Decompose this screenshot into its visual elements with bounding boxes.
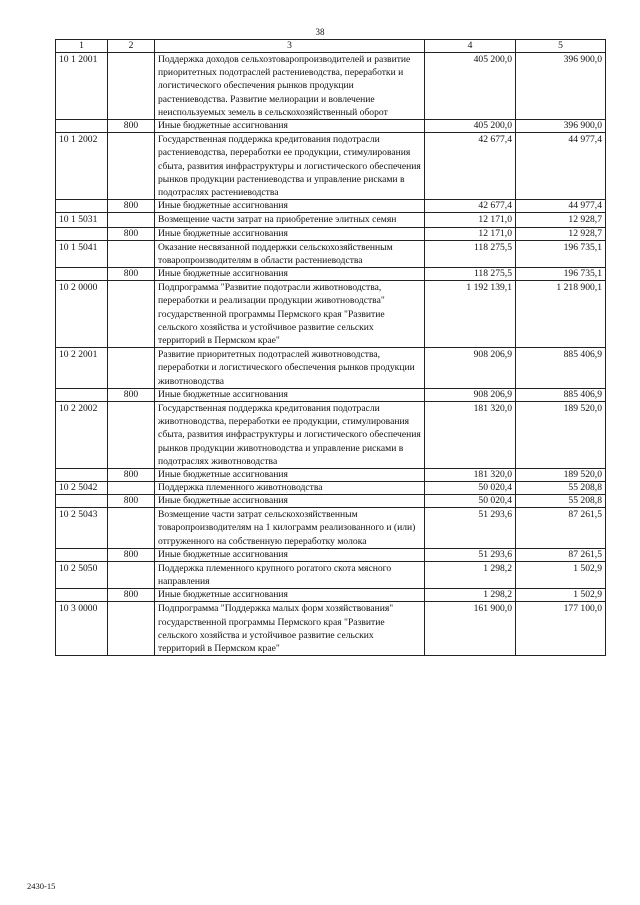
expense-type-cell — [108, 281, 155, 348]
amount-col5-cell: 189 520,0 — [516, 401, 606, 468]
item-name-cell: Оказание несвязанной поддержки сельскохозяйственным товаропроизводителям в области растениеводства — [155, 240, 425, 267]
item-name-cell: Поддержка племенного животноводства — [155, 482, 425, 495]
page-number: 38 — [315, 27, 325, 37]
item-name-cell: Иные бюджетные ассигнования — [155, 388, 425, 401]
amount-col4-cell: 405 200,0 — [425, 120, 516, 133]
target-code-cell — [56, 589, 108, 602]
amount-col5-cell: 196 735,1 — [516, 240, 606, 267]
expense-type-cell: 800 — [108, 388, 155, 401]
column-header: 1 — [56, 40, 108, 53]
item-name-cell: Подпрограмма "Поддержка малых форм хозяйствования" государственной программы Пермского края "Развитие сельского хозяйства и устойчивое развитие сельских территорий в Пермском крае" — [155, 602, 425, 656]
target-code-cell: 10 3 0000 — [56, 602, 108, 656]
target-code-cell: 10 2 5042 — [56, 482, 108, 495]
item-name-cell: Возмещение части затрат на приобретение элитных семян — [155, 213, 425, 227]
target-code-cell — [56, 268, 108, 281]
table-row — [56, 240, 606, 267]
table-row — [56, 120, 606, 133]
item-name-cell: Государственная поддержка кредитования подотрасли животноводства, переработки ее продукции, стимулирования сбыта, развития инфраструктуры и логистического обеспечения рынков продукции животноводства и управление рисками в подотраслях животноводства — [155, 401, 425, 468]
expense-type-cell — [108, 53, 155, 120]
amount-col5-cell: 87 261,5 — [516, 548, 606, 561]
table-row — [56, 213, 606, 227]
document-code: 2430-15 — [27, 881, 56, 891]
amount-col4-cell: 161 900,0 — [425, 602, 516, 656]
target-code-cell: 10 2 5050 — [56, 561, 108, 588]
table-row — [56, 561, 606, 588]
expense-type-cell — [108, 348, 155, 389]
item-name-cell: Поддержка племенного крупного рогатого скота мясного направления — [155, 561, 425, 588]
table-header-row — [56, 40, 606, 53]
budget-table — [55, 39, 606, 656]
target-code-cell: 10 1 5041 — [56, 240, 108, 267]
item-name-cell: Иные бюджетные ассигнования — [155, 589, 425, 602]
expense-type-cell — [108, 401, 155, 468]
amount-col5-cell: 396 900,0 — [516, 53, 606, 120]
amount-col4-cell: 405 200,0 — [425, 53, 516, 120]
expense-type-cell: 800 — [108, 495, 155, 508]
column-header: 3 — [155, 40, 425, 53]
expense-type-cell — [108, 133, 155, 200]
amount-col4-cell: 50 020,4 — [425, 482, 516, 495]
expense-type-cell — [108, 602, 155, 656]
amount-col4-cell: 42 677,4 — [425, 200, 516, 213]
expense-type-cell: 800 — [108, 548, 155, 561]
amount-col4-cell: 50 020,4 — [425, 495, 516, 508]
amount-col5-cell: 55 208,8 — [516, 482, 606, 495]
target-code-cell — [56, 120, 108, 133]
table-row — [56, 401, 606, 468]
target-code-cell: 10 1 2002 — [56, 133, 108, 200]
target-code-cell: 10 1 5031 — [56, 213, 108, 227]
amount-col5-cell: 55 208,8 — [516, 495, 606, 508]
amount-col5-cell: 87 261,5 — [516, 508, 606, 549]
target-code-cell — [56, 495, 108, 508]
table-row — [56, 548, 606, 561]
target-code-cell — [56, 469, 108, 482]
target-code-cell: 10 1 2001 — [56, 53, 108, 120]
expense-type-cell: 800 — [108, 469, 155, 482]
target-code-cell — [56, 548, 108, 561]
amount-col4-cell: 42 677,4 — [425, 133, 516, 200]
amount-col4-cell: 51 293,6 — [425, 548, 516, 561]
table-row — [56, 508, 606, 549]
table-row — [56, 495, 606, 508]
item-name-cell: Иные бюджетные ассигнования — [155, 548, 425, 561]
target-code-cell — [56, 227, 108, 240]
amount-col5-cell: 189 520,0 — [516, 469, 606, 482]
amount-col4-cell: 51 293,6 — [425, 508, 516, 549]
item-name-cell: Иные бюджетные ассигнования — [155, 227, 425, 240]
table-row — [56, 281, 606, 348]
amount-col4-cell: 118 275,5 — [425, 268, 516, 281]
expense-type-cell — [108, 482, 155, 495]
item-name-cell: Иные бюджетные ассигнования — [155, 268, 425, 281]
amount-col5-cell: 1 218 900,1 — [516, 281, 606, 348]
item-name-cell: Иные бюджетные ассигнования — [155, 200, 425, 213]
table-row — [56, 227, 606, 240]
column-header: 4 — [425, 40, 516, 53]
item-name-cell: Возмещение части затрат сельскохозяйственным товаропроизводителям на 1 килограмм реализованного и (или) отгруженного на собственную переработку молока — [155, 508, 425, 549]
amount-col5-cell: 885 406,9 — [516, 388, 606, 401]
amount-col5-cell: 44 977,4 — [516, 133, 606, 200]
table-row — [56, 388, 606, 401]
item-name-cell: Государственная поддержка кредитования подотрасли растениеводства, переработки ее продукции, стимулирования сбыта, развития инфраструктуры и логистического обеспечения рынков продукции растениеводства и управление рисками в подотраслях растениеводства — [155, 133, 425, 200]
amount-col5-cell: 1 502,9 — [516, 561, 606, 588]
amount-col5-cell: 1 502,9 — [516, 589, 606, 602]
item-name-cell: Иные бюджетные ассигнования — [155, 469, 425, 482]
amount-col4-cell: 908 206,9 — [425, 388, 516, 401]
amount-col4-cell: 1 298,2 — [425, 561, 516, 588]
amount-col4-cell: 181 320,0 — [425, 401, 516, 468]
expense-type-cell: 800 — [108, 268, 155, 281]
amount-col5-cell: 12 928,7 — [516, 227, 606, 240]
expense-type-cell: 800 — [108, 120, 155, 133]
amount-col5-cell: 196 735,1 — [516, 268, 606, 281]
table-row — [56, 268, 606, 281]
table-row — [56, 469, 606, 482]
expense-type-cell: 800 — [108, 227, 155, 240]
table-row — [56, 482, 606, 495]
amount-col5-cell: 396 900,0 — [516, 120, 606, 133]
item-name-cell: Поддержка доходов сельхозтоваропроизводителей и развитие приоритетных подотраслей растениеводства, переработки и логистического обеспечения рынков продукции растениеводства. Развитие мелиорации и вовлечение неиспользуемых земель в сельскохозяйственный оборот — [155, 53, 425, 120]
item-name-cell: Развитие приоритетных подотраслей животноводства, переработки и логистического обеспечения рынков продукции животноводства — [155, 348, 425, 389]
amount-col4-cell: 118 275,5 — [425, 240, 516, 267]
amount-col4-cell: 12 171,0 — [425, 227, 516, 240]
target-code-cell: 10 2 0000 — [56, 281, 108, 348]
table-row — [56, 589, 606, 602]
table-row — [56, 133, 606, 200]
target-code-cell: 10 2 5043 — [56, 508, 108, 549]
item-name-cell: Иные бюджетные ассигнования — [155, 120, 425, 133]
column-header: 5 — [516, 40, 606, 53]
amount-col4-cell: 12 171,0 — [425, 213, 516, 227]
amount-col5-cell: 44 977,4 — [516, 200, 606, 213]
amount-col4-cell: 1 192 139,1 — [425, 281, 516, 348]
table-row — [56, 602, 606, 656]
column-header: 2 — [108, 40, 155, 53]
item-name-cell: Иные бюджетные ассигнования — [155, 495, 425, 508]
amount-col4-cell: 908 206,9 — [425, 348, 516, 389]
expense-type-cell — [108, 508, 155, 549]
table-row — [56, 348, 606, 389]
expense-type-cell — [108, 213, 155, 227]
item-name-cell: Подпрограмма "Развитие подотрасли животноводства, переработки и реализации продукции животноводства" государственной программы Пермского края "Развитие сельского хозяйства и устойчивое развитие сельских территорий в Пермском крае" — [155, 281, 425, 348]
amount-col4-cell: 181 320,0 — [425, 469, 516, 482]
expense-type-cell — [108, 561, 155, 588]
target-code-cell — [56, 388, 108, 401]
amount-col5-cell: 885 406,9 — [516, 348, 606, 389]
amount-col5-cell: 12 928,7 — [516, 213, 606, 227]
target-code-cell: 10 2 2001 — [56, 348, 108, 389]
table-row — [56, 53, 606, 120]
amount-col4-cell: 1 298,2 — [425, 589, 516, 602]
expense-type-cell: 800 — [108, 589, 155, 602]
target-code-cell: 10 2 2002 — [56, 401, 108, 468]
expense-type-cell: 800 — [108, 200, 155, 213]
expense-type-cell — [108, 240, 155, 267]
table-row — [56, 200, 606, 213]
target-code-cell — [56, 200, 108, 213]
amount-col5-cell: 177 100,0 — [516, 602, 606, 656]
